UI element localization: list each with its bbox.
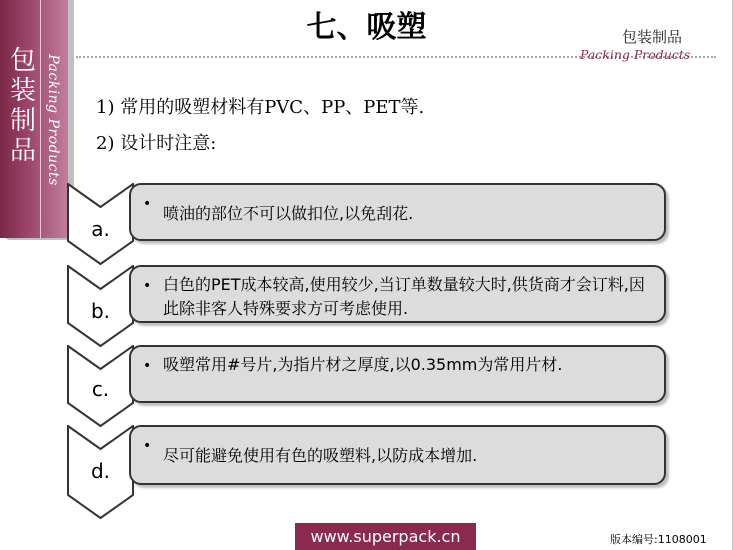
step-text-d: 尽可能避免使用有色的吸塑料,以防成本增加.: [163, 446, 478, 465]
step-chevron-a: [67, 183, 134, 266]
logo-subtitle: Packing Products: [580, 47, 691, 62]
step-text-b: 白色的PET成本较高,使用较少,当订单数量较大时,供货商才会订料,因此除非客人特殊要求方可考虑使用.: [163, 275, 645, 318]
bullet-icon: •: [143, 438, 152, 454]
bullet-icon: •: [143, 358, 152, 374]
step-label-c: c.: [91, 377, 110, 401]
step-chevron-d: [67, 425, 134, 520]
step-box-d: [129, 425, 666, 485]
bullet-icon: •: [143, 278, 152, 294]
step-text-c: 吸塑常用#号片,为指片材之厚度,以0.35mm为常用片材.: [163, 355, 563, 374]
bullet-icon: •: [143, 196, 152, 212]
step-chevron-c: [67, 345, 134, 428]
step-label-b: b.: [90, 299, 111, 323]
step-text-a: 喷油的部位不可以做扣位,以免刮花.: [163, 204, 414, 223]
step-label-a: a.: [91, 217, 110, 241]
footer-url-link[interactable]: www.superpack.cn: [295, 523, 476, 550]
sidebar-title: 包装制品: [9, 46, 36, 166]
step-box-a: [129, 183, 666, 241]
point-design-notes: 2) 设计时注意:: [96, 133, 217, 154]
logo-title: 包装制品: [622, 28, 683, 46]
step-label-d: d.: [90, 459, 111, 483]
step-box-c: [129, 345, 666, 403]
step-chevron-b: [67, 265, 134, 348]
version-number: 版本编号:1108001: [610, 533, 707, 546]
step-box-b: [129, 265, 666, 323]
sidebar-subtitle: Packing Products: [45, 54, 61, 186]
point-materials: 1) 常用的吸塑材料有PVC、PP、PET等.: [96, 97, 425, 118]
page-title: 七、吸塑: [306, 10, 427, 45]
